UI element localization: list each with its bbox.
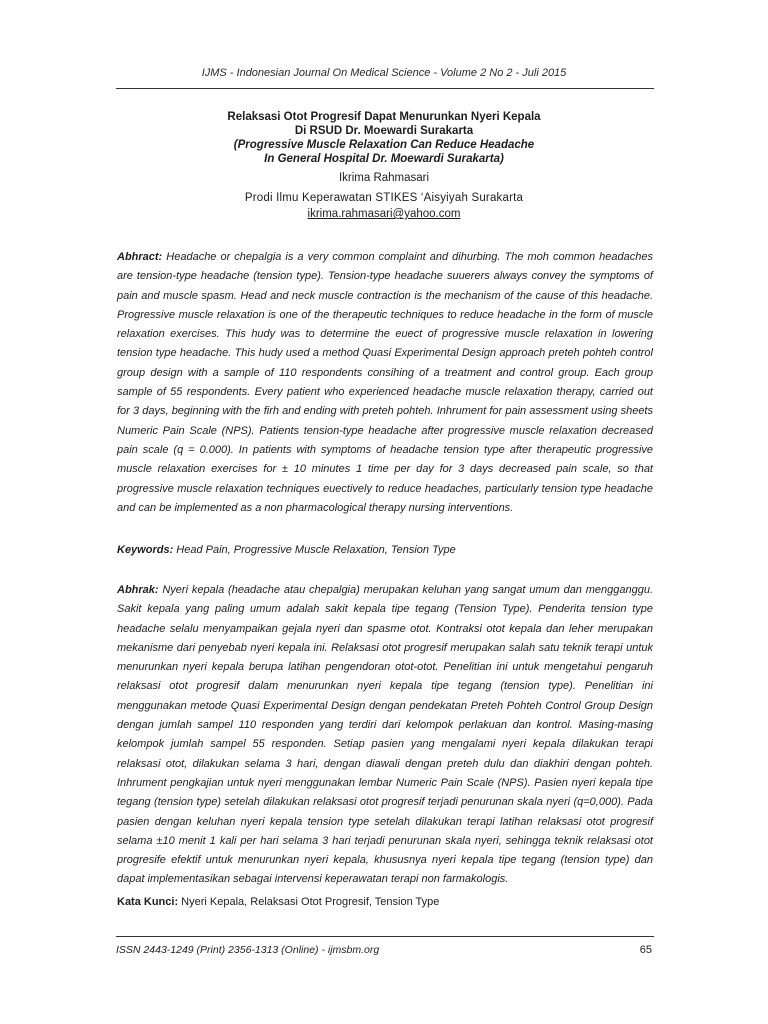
abstract-text: Headache or chepalgia is a very common complaint and dihurbing. The moh common headaches are tension-type headache (tension type). Tension-type headache suuerers always convey the symptoms of pain and muscle spasm. Head and neck muscle contraction is the mechanism of the cause of this headache. Progressive muscle relaxation is one of the therapeutic techniques to reduce headache in the form of muscle relaxation exercises. This hudy was to determine the euect of progressive muscle relaxation in lowering tension type headache. This hudy used a method Quasi Experimental Design approach preteh pohteh control group design with a sample of 110 respondents consihing of a treatment and control group. Each group sample of 55 respondents. Every patient who experienced headache muscle relaxation therapy, carried out for 3 days, beginning with the firh and ending with preteh pohteh. Inhrument for pain assessment using sheets Numeric Pain Scale (NPS). Patients tension-type headache after progressive muscle relaxation decreased pain scale (q = 0.000). In patients with symptoms of headache tension type after therapeutic progressive muscle relaxation exercises for ± 10 minutes 1 time per day for 3 days decreased pain scale, so that progressive muscle relaxation techniques euectively to reduce headaches, particularly tension type headache and can be implemented as a non pharmacological therapy nursing interventions.	[117, 251, 653, 514]
kata-kunci-label: Kata Kunci:	[117, 896, 179, 908]
title-indonesian-line-2: Di RSUD Dr. Moewardi Surakarta	[294, 125, 474, 137]
author-affiliation: Prodi Ilmu Keperawatan STIKES ‘Aisyiyah Surakarta	[244, 192, 524, 204]
indonesian-abstract	[117, 581, 653, 890]
header-rule	[116, 88, 654, 89]
journal-header: IJMS - Indonesian Journal On Medical Science - Volume 2 No 2 - Juli 2015	[201, 67, 567, 79]
title-indonesian-line-1: Relaksasi Otot Progresif Dapat Menurunkan Nyeri Kepala	[227, 111, 541, 123]
author-name: Ikrima Rahmasari	[338, 172, 430, 184]
abstract-label: Abhract:	[117, 251, 163, 263]
footer-rule	[116, 936, 654, 937]
title-block	[0, 110, 768, 221]
english-abstract	[117, 248, 653, 518]
kata-kunci-text: Nyeri Kepala, Relaksasi Otot Progresif, Tension Type	[178, 896, 440, 908]
title-english-line-1: (Progressive Muscle Relaxation Can Reduce Headache	[233, 139, 535, 151]
title-english-line-2: In General Hospital Dr. Moewardi Surakarta)	[264, 153, 504, 165]
abstrak-text: Nyeri kepala (headache atau chepalgia) merupakan keluhan yang sangat umum dan mengganggu. Sakit kepala yang paling umum adalah sakit kepala tipe tegang (Tension Type). Penderita tension type headache selalu menyampaikan gejala nyeri dan spasme otot. Kontraksi otot kepala dan leher merupakan mekanisme dari penyebab nyeri kepala ini. Relaksasi otot progresif merupakan salah satu teknik terapi untuk menurunkan nyeri kepala berupa latihan pengendoran otot-otot. Penelitian ini untuk mengetahui pengaruh relaksasi otot progresif dalam menurunkan nyeri kepala tipe tegang (tension type). Penelitian ini menggunakan metode Quasi Experimental Design dengan pendekatan Preteh Pohteh Control Group Design dengan jumlah sampel 110 responden yang terdiri dari kelompok perlakuan dan kontrol. Masing-masing kelompok jumlah sampel 55 responden. Setiap pasien yang mengalami nyeri kepala dilakukan terapi relaksasi otot, dilakukan selama 3 hari, dengan diawali dengan preteh dulu dan diakhiri dengan pohteh. Inhrument pengkajian untuk nyeri menggunakan lembar Numeric Pain Scale (NPS). Pasien nyeri kepala tipe tegang (tension type) setelah dilakukan relaksasi otot progresif terjadi penurunan skala nyeri (q=0,000). Pada pasien dengan keluhan nyeri kepala tension type setelah dilakukan terapi latihan relaksasi otot progresif selama ±10 menit 1 kali per hari selama 3 hari terjadi penurunan skala nyeri, sehingga teknik relaksasi otot progresife efektif untuk menurunkan nyeri kepala, khususnya nyeri kepala tipe tegang (tension type) dan dapat implementasikan sebagai intervensi keperawatan terapi non farmakologis.	[117, 584, 653, 886]
keywords-label: Keywords:	[117, 544, 174, 556]
indonesian-keywords	[117, 893, 653, 912]
keywords-text: Head Pain, Progressive Muscle Relaxation, Tension Type	[173, 544, 456, 556]
english-keywords	[117, 541, 653, 560]
page-number: 65	[639, 944, 652, 956]
author-email-link[interactable]: ikrima.rahmasari@yahoo.com	[307, 208, 461, 220]
abstrak-label: Abhrak:	[117, 584, 159, 596]
footer-issn: ISSN 2443-1249 (Print) 2356-1313 (Online) - ijmsbm.org	[116, 944, 380, 956]
